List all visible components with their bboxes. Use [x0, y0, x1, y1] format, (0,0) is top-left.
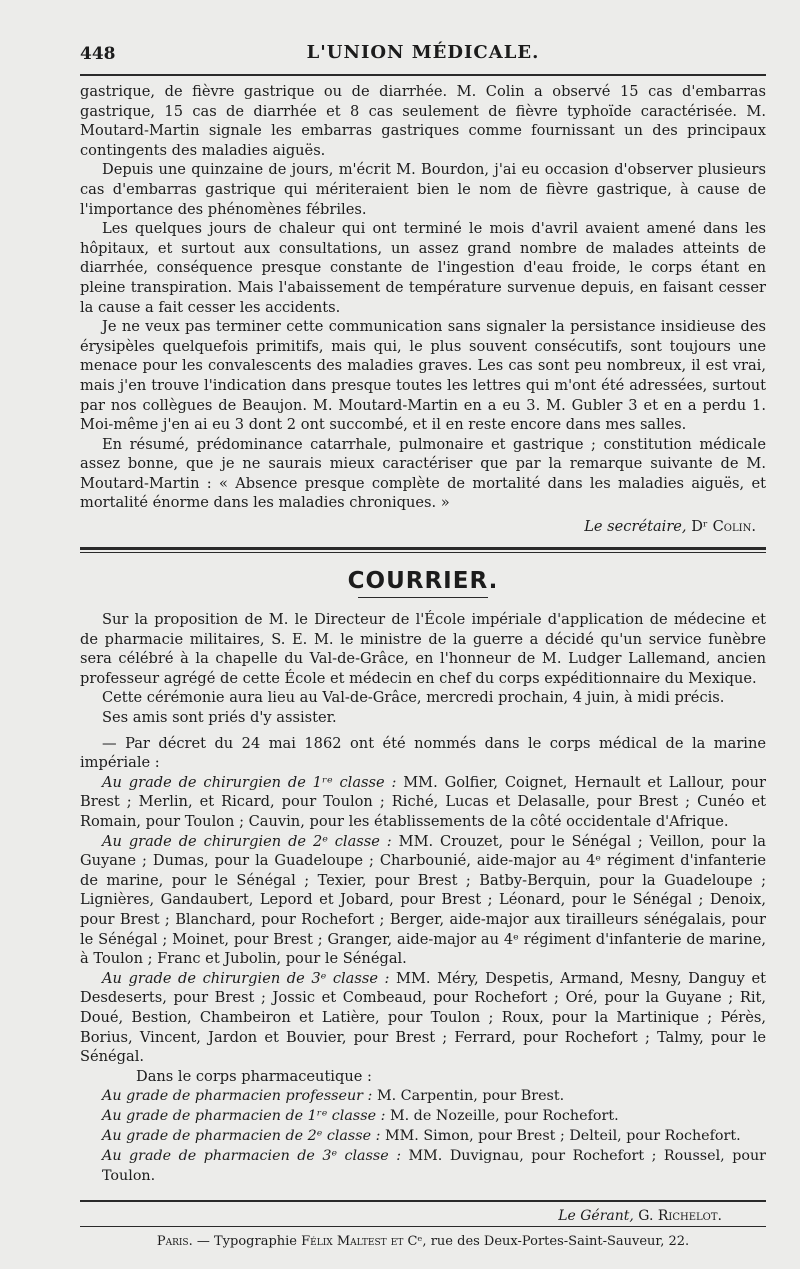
report-signature [80, 517, 766, 537]
grade-label: Au grade de chirurgien de 1ʳᵉ classe : [102, 773, 397, 791]
signature-role: Le secrétaire, [584, 518, 687, 536]
report-section [80, 82, 766, 537]
signature-name: Colin. [712, 518, 756, 536]
pharmacy-intro: Dans le corps pharmaceutique : [136, 1067, 372, 1085]
courrier-title: COURRIER. [347, 568, 499, 595]
courrier-paragraph-3: Ses amis sont priés d'y assister. [102, 709, 337, 727]
gerant-role: Le Gérant, [558, 1208, 634, 1225]
report-paragraph-3: Les quelques jours de chaleur qui ont terminé le mois d'avril avaient amené dans les hôpitaux, et surtout aux consultations, un assez grand nombre de malades atteints de diarrhée, conséquence presque constante de l'ingestion d'eau froide, le corps étant en pleine transpiration. Mais l'abaissement de température survenue depuis, en faisant cesser la cause a fait cesser les accidents. [80, 220, 766, 316]
report-paragraph-4: Je ne veux pas terminer cette communication sans signaler la persistance insidieuse des érysipèles quelquefois primitifs, mais qui, le plus souvent consécutifs, sont toujours une menace pour les convalescents des maladies graves. Les cas sont peu nombreux, il est vrai, mais j'en trouve l'indication dans presque toutes les lettres qui m'ont été adressées, surtout par nos collègues de Beaujon. M. Moutard-Martin en a eu 3. M. Gubler 3 et en a perdu 1. Moi-même j'en ai eu 3 dont 2 ont succombé, et il en reste encore dans mes salles. [80, 318, 766, 434]
gerant-line [80, 1206, 766, 1226]
grade-pharmacien-3 [80, 1146, 766, 1186]
grade-names: MM. Crouzet, pour le Sénégal ; Veillon, pour la Guyane ; Dumas, pour la Guadeloupe ; Charbounié, aide-major au 4ᵉ régiment d'infanterie de marine, pour le Sénégal ; Texier, pour Brest ; Batby-Berquin, pour la Guadeloupe ; Lignières, Gandaubert, Lepord et Jobard, pour Brest ; Léonard, pour le Sénégal ; Denoix, pour Brest ; Blanchard, pour Rochefort ; Berger, aide-major aux tirailleurs sénégalais, pour le Sénégal ; Moinet, pour Brest ; Granger, aide-major au 4ᵉ régiment d'infanterie de marine, à Toulon ; Franc et Jubolin, pour le Sénégal. [80, 832, 767, 968]
grade-label: Au grade de pharmacien de 1ʳᵉ classe : [102, 1108, 386, 1125]
header-rule [80, 74, 766, 76]
courrier-title-rule [358, 597, 488, 598]
gerant-name: G. Richelot. [638, 1208, 722, 1225]
section-divider [80, 547, 766, 553]
grade-label: Au grade de chirurgien de 3ᵉ classe : [102, 969, 390, 987]
report-paragraph-5: En résumé, prédominance catarrhale, pulmonaire et gastrique ; constitution médicale assez bonne, que je ne saurais mieux caractériser que par la remarque suivante de M. Moutard-Martin : « Absence presque complète de mortalité dans les maladies aiguës, et mortalité énorme dans les maladies chroniques. » [80, 435, 766, 512]
report-paragraph-2: Depuis une quinzaine de jours, m'écrit M. Bourdon, j'ai eu occasion d'observer plusieurs cas d'embarras gastrique qui mériteraient bien le nom de fièvre gastrique, à cause de l'importance des phénomènes fébriles. [80, 161, 766, 218]
signature-title: Dʳ [691, 518, 708, 536]
imprint-text-2: rue des Deux-Portes-Saint-Sauveur, 22. [430, 1234, 690, 1250]
footer-rule [80, 1200, 766, 1202]
page-number: 448 [80, 44, 116, 64]
imprint-line [80, 1231, 766, 1253]
report-paragraph-1: gastrique, de fièvre gastrique ou de diarrhée. M. Colin a observé 15 cas d'embarras gastrique, 15 cas de diarrhée et 8 cas seulement de fièvre typhoïde caractérisée. M. Moutard-Martin signale les embarras gastriques comme fournissant un des principaux contingents des maladies aiguës. [80, 83, 766, 159]
running-title: L'UNION MÉDICALE. [306, 42, 540, 63]
imprint-rule [80, 1226, 766, 1227]
grade-label: Au grade de pharmacien professeur : [102, 1088, 373, 1105]
page-header [80, 38, 766, 74]
courrier-paragraph-1: Sur la proposition de M. le Directeur de l'École impériale d'application de médecine et de pharmacie militaires, S. E. M. le ministre de la guerre a décidé qu'un service funèbre sera célébré à la chapelle du Val-de-Grâce, en l'honneur de M. Ludger Lallemand, ancien professeur agrégé de cette École et médecin en chef du corps expéditionnaire du Mexique. [80, 611, 766, 687]
grade-label: Au grade de pharmacien de 3ᵉ classe : [102, 1148, 402, 1165]
grade-names: MM. Golfier, Coignet, Hernault et Lallour, pour Brest ; Merlin, et Ricard, pour Toulon ; Riché, Lucas et Delasalle, pour Brest ; Cunéo et Romain, pour Toulon ; Cauvin, pour les établissements de la côté occidentale d'Afrique. [80, 773, 766, 830]
grade-names: M. de Nozeille, pour Rochefort. [389, 1108, 619, 1125]
grade-pharmacien-professeur [80, 1086, 766, 1106]
imprint-text-1: — Typographie [196, 1234, 298, 1250]
grade-names: MM. Simon, pour Brest ; Delteil, pour Rochefort. [384, 1128, 741, 1145]
grade-chirurgien-1 [80, 773, 766, 832]
grade-chirurgien-3 [80, 969, 766, 1067]
grade-pharmacien-1 [80, 1106, 766, 1126]
courrier-section [80, 567, 766, 1186]
grade-label: Au grade de pharmacien de 2ᵉ classe : [102, 1128, 381, 1145]
grade-names: MM. Méry, Despetis, Armand, Mesny, Danguy et Desdeserts, pour Brest ; Jossic et Combeaud, pour Rochefort ; Oré, pour la Guyane ; Rit, Doué, Bestion, Chambeiron et Latière, pour Toulon ; Roux, pour la Martinique ; Pérès, Borius, Vincent, Jardon et Bouvier, pour Brest ; Ferrard, pour Rochefort ; Talmy, pour le Sénégal. [80, 969, 766, 1066]
courrier-paragraph-4: — Par décret du 24 mai 1862 ont été nommés dans le corps médical de la marine impériale : [80, 734, 766, 772]
grade-label: Au grade de chirurgien de 2ᵉ classe : [102, 832, 392, 850]
grade-pharmacien-2 [80, 1126, 766, 1146]
imprint-printer: Félix Maltest et Cᵉ, [301, 1234, 427, 1250]
imprint-city: Paris. [156, 1234, 193, 1250]
grade-chirurgien-2 [80, 832, 766, 969]
courrier-paragraph-2: Cette cérémonie aura lieu au Val-de-Grâce, mercredi prochain, 4 juin, à midi précis. [102, 689, 725, 707]
grade-names: MM. Duvignau, pour Rochefort ; Roussel, pour Toulon. [102, 1148, 767, 1185]
grade-names: M. Carpentin, pour Brest. [376, 1088, 565, 1105]
